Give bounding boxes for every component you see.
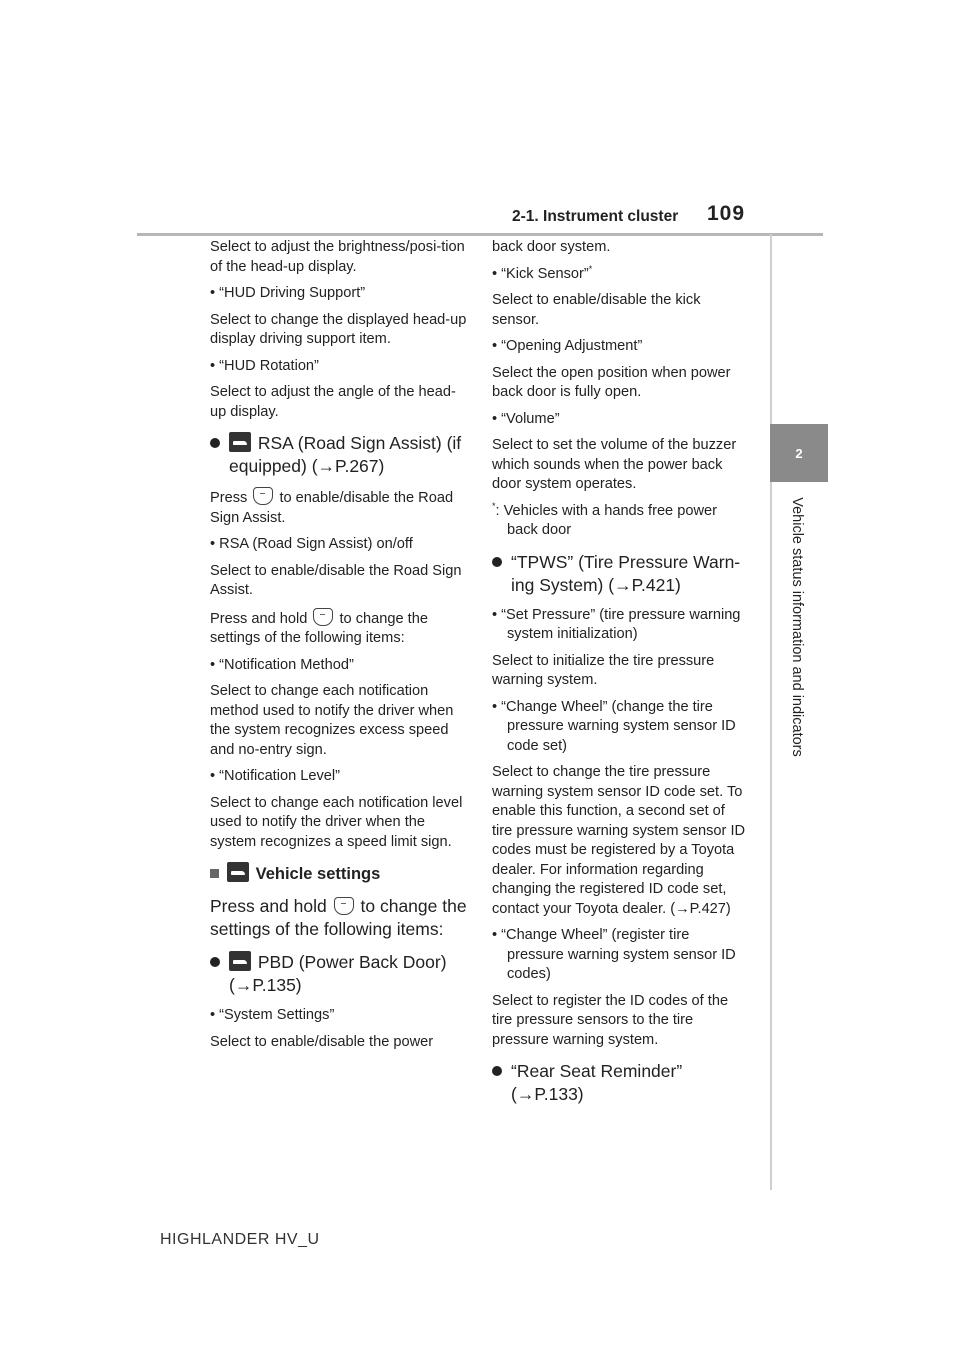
paragraph: Select to enable/disable the kick sensor. <box>492 292 701 328</box>
paragraph: Press to enable/disable the Road Sign Assist. <box>210 487 468 528</box>
bullet-item: • “Change Wheel” (register tire pressure warning system sensor ID codes) <box>492 927 736 982</box>
paragraph: Select to enable/disable the power <box>210 1033 434 1050</box>
chapter-title: Vehicle status information and indicators <box>789 497 805 757</box>
ok-button-icon <box>253 487 273 505</box>
instruction-text: Press and hold to change the settings of the following items: <box>210 896 467 939</box>
pbd-icon <box>229 951 251 971</box>
bullet-item: • “Set Pressure” (tire pressure warning system initialization) <box>492 606 741 642</box>
paragraph: Select to change the tire pressure warning system sensor ID code set. To enable this function, a second set of tire pressure warning system sensor ID codes must be registered by a Toyota dealer. For information regarding changing the registered ID code set, contact your Toyota dealer. (→P.427) <box>492 764 746 917</box>
heading-vehicle-settings: Vehicle settings <box>210 862 468 886</box>
paragraph: Select to change the displayed head-up display driving support item. <box>210 311 467 347</box>
bullet-item: • “Notification Method” <box>210 656 354 673</box>
chapter-tab: 2 <box>770 424 828 482</box>
paragraph: Select to adjust the angle of the head-up display. <box>210 384 456 420</box>
section-title: 2-1. Instrument cluster <box>512 208 679 225</box>
heading-pbd: PBD (Power Back Door) (→P.135) <box>210 951 468 997</box>
footer-model: HIGHLANDER HV_U <box>160 1231 320 1248</box>
bullet-item: • “Change Wheel” (change the tire pressure warning system sensor ID code set) <box>492 698 736 754</box>
paragraph: Select to initialize the tire pressure warning system. <box>492 652 715 688</box>
vehicle-settings-icon <box>227 862 249 882</box>
paragraph: Select to change each notification level used to notify the driver when the system recognizes a speed limit sign. <box>210 794 463 850</box>
bullet-dot-icon <box>210 438 220 448</box>
bullet-item: • “System Settings” <box>210 1007 335 1023</box>
bullet-item: • “Opening Adjustment” <box>492 338 643 354</box>
paragraph: Select to enable/disable the Road Sign Assist. <box>210 562 462 598</box>
bullet-dot-icon <box>492 557 502 567</box>
bullet-item: • “Kick Sensor”* <box>492 263 593 282</box>
paragraph: Select to register the ID codes of the tire pressure sensors to the tire pressure warning system. <box>492 992 729 1048</box>
left-column <box>210 238 468 1059</box>
paragraph: Select the open position when power back door is fully open. <box>492 364 731 400</box>
ok-button-icon <box>334 897 354 915</box>
bullet-item: • “HUD Driving Support” <box>210 285 366 301</box>
paragraph: Select to adjust the brightness/posi-tion of the head-up display. <box>210 239 465 275</box>
paragraph: back door system. <box>492 239 611 255</box>
heading-tpws: “TPWS” (Tire Pressure Warn- ing System) (→P.421) <box>492 551 748 597</box>
header-rule <box>137 233 823 236</box>
rsa-icon <box>229 432 251 452</box>
paragraph: Select to change each notification method used to notify the driver when the system recognizes excess speed and no-entry sign. <box>210 683 454 758</box>
paragraph: Select to set the volume of the buzzer which sounds when the power back door system operates. <box>492 437 737 492</box>
bullet-item: • “Notification Level” <box>210 768 341 784</box>
paragraph: Press and hold to change the settings of the following items: <box>210 608 468 649</box>
bullet-dot-icon <box>210 957 220 967</box>
page-number: 109 <box>707 202 746 225</box>
bullet-item: • “Volume” <box>492 410 560 427</box>
heading-rsa: RSA (Road Sign Assist) (if equipped) (→P.267) <box>210 432 468 478</box>
footnote: *: Vehicles with a hands free power back door <box>492 500 717 538</box>
bullet-item: • “HUD Rotation” <box>210 357 319 374</box>
right-column <box>492 238 748 1115</box>
square-bullet-icon <box>210 869 219 878</box>
bullet-dot-icon <box>492 1066 502 1076</box>
heading-rear-seat-reminder: “Rear Seat Reminder” (→P.133) <box>492 1060 748 1106</box>
bullet-item: • RSA (Road Sign Assist) on/off <box>210 536 413 552</box>
ok-button-icon <box>313 608 333 626</box>
